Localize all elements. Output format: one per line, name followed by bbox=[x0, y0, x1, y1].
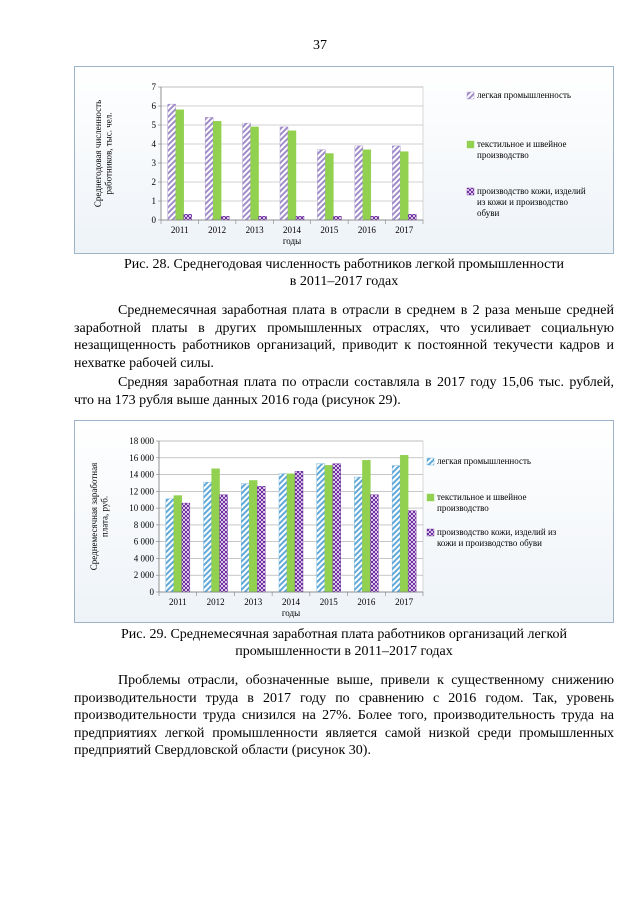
x-tick-label: 2013 bbox=[244, 597, 263, 607]
x-tick-label: 2015 bbox=[320, 225, 339, 235]
bar bbox=[279, 474, 287, 592]
bar bbox=[249, 480, 257, 592]
bar bbox=[166, 499, 174, 592]
legend-label: производство кожи, изделий bbox=[477, 186, 586, 196]
y-tick-label: 10 000 bbox=[129, 503, 154, 514]
figure-28-caption bbox=[74, 256, 614, 290]
legend-label: легкая промышленность bbox=[437, 456, 531, 466]
legend-swatch bbox=[427, 458, 434, 465]
x-tick-label: 2015 bbox=[319, 597, 338, 607]
bar bbox=[204, 482, 212, 592]
y-axis-label-line: работников, тыс. чел. bbox=[103, 112, 114, 195]
y-tick-label: 1 bbox=[151, 196, 156, 206]
x-tick-label: 2012 bbox=[206, 597, 225, 607]
y-tick-label: 14 000 bbox=[129, 469, 154, 480]
figure-28-caption-line-2: в 2011–2017 годах bbox=[289, 274, 399, 289]
chart-salary bbox=[74, 420, 614, 623]
y-tick-label: 18 000 bbox=[129, 436, 154, 446]
y-tick-label: 6 bbox=[151, 101, 156, 111]
figure-29-caption-line-1: Рис. 29. Среднемесячная заработная плата работников организаций легкой bbox=[120, 627, 568, 642]
y-axis-label-line: Среднегодовая численность bbox=[93, 99, 103, 208]
bar bbox=[408, 511, 416, 592]
y-tick-label: 4 000 bbox=[133, 553, 154, 564]
legend-swatch bbox=[467, 92, 474, 99]
bar bbox=[354, 477, 362, 592]
bar bbox=[392, 146, 400, 220]
y-tick-label: 4 bbox=[151, 139, 156, 149]
bar bbox=[288, 131, 296, 220]
legend-label: производство bbox=[437, 503, 489, 513]
bar bbox=[333, 216, 341, 220]
y-axis-label-line: плата, руб. bbox=[99, 495, 110, 538]
y-axis-label bbox=[93, 100, 114, 207]
y-tick-label: 6 000 bbox=[133, 536, 154, 547]
y-tick-label: 7 bbox=[151, 82, 156, 92]
page-number: 37 bbox=[313, 38, 327, 53]
bar bbox=[168, 104, 176, 220]
legend-swatch bbox=[427, 494, 434, 501]
bar bbox=[362, 460, 370, 592]
bar bbox=[325, 465, 333, 592]
bar bbox=[363, 150, 371, 220]
y-axis-label bbox=[89, 463, 110, 570]
x-axis-label: годы bbox=[282, 236, 302, 246]
chart-employees bbox=[74, 66, 614, 254]
figure-28-caption-line-1: Рис. 28. Среднегодовая численность работников легкой промышленности bbox=[124, 257, 564, 272]
y-tick-label: 2 bbox=[151, 177, 156, 187]
bar bbox=[408, 214, 416, 220]
bar bbox=[287, 474, 295, 592]
bar bbox=[241, 484, 249, 592]
x-tick-label: 2017 bbox=[395, 597, 414, 607]
bar bbox=[280, 127, 288, 220]
bar bbox=[174, 496, 182, 592]
bar bbox=[251, 127, 259, 220]
chart-employees-svg bbox=[75, 67, 615, 255]
legend-swatch bbox=[467, 188, 474, 195]
legend-label: из кожи и производство bbox=[477, 197, 568, 207]
bar bbox=[212, 469, 220, 592]
figure-29-caption bbox=[74, 626, 614, 660]
bar bbox=[400, 455, 408, 592]
x-tick-label: 2016 bbox=[357, 597, 376, 607]
bar bbox=[371, 216, 379, 220]
bar bbox=[355, 146, 363, 220]
bar bbox=[325, 154, 333, 221]
legend-swatch bbox=[427, 529, 434, 536]
bar bbox=[370, 495, 378, 592]
bar bbox=[295, 471, 303, 592]
bar bbox=[259, 216, 267, 220]
bar bbox=[243, 123, 251, 220]
x-tick-label: 2017 bbox=[395, 225, 414, 235]
bar bbox=[220, 495, 228, 592]
x-tick-label: 2016 bbox=[357, 225, 376, 235]
paragraph-productivity: Проблемы отрасли, обозначенные выше, привели к существенному снижению производительности труда в 2017 году по сравнению с 2016 годом. Так, уровень производительности труда снизился на 27%. Более того, производительность труда на предприятиях легкой промышленности является самой низкой среди промышленных предприятий Свердловской области (рисунок 30). bbox=[74, 673, 614, 758]
legend-label: производство bbox=[477, 150, 529, 160]
y-tick-label: 0 bbox=[151, 215, 156, 225]
legend-label: обуви bbox=[477, 208, 500, 218]
bar bbox=[184, 214, 192, 220]
x-tick-label: 2014 bbox=[283, 225, 301, 235]
bar bbox=[317, 464, 325, 592]
y-tick-label: 12 000 bbox=[129, 486, 154, 497]
y-tick-label: 0 bbox=[149, 587, 154, 597]
figure-29-caption-line-2: промышленности в 2011–2017 годах bbox=[235, 644, 453, 659]
bar bbox=[213, 121, 221, 220]
y-axis-label-line: Среднемесячная заработная bbox=[89, 462, 99, 571]
legend-label: производство кожи, изделий из bbox=[437, 527, 557, 537]
paragraph-salary-gap: Среднемесячная заработная плата в отрасли в среднем в 2 раза меньше средней заработной платы в других промышленных отраслях, что усиливает социальную незащищенность работников организаций, приводит к постоянной текучести кадров и нехватке рабочей силы. bbox=[74, 303, 614, 371]
legend-label: текстильное и швейное bbox=[437, 492, 527, 502]
x-tick-label: 2011 bbox=[170, 225, 189, 235]
legend-label: легкая промышленность bbox=[477, 90, 571, 100]
chart-salary-svg bbox=[75, 421, 615, 624]
bar bbox=[257, 486, 265, 592]
bar bbox=[400, 152, 408, 220]
legend-swatch bbox=[467, 141, 474, 148]
x-axis-label: годы bbox=[281, 608, 301, 618]
bar bbox=[176, 110, 184, 220]
y-tick-label: 8 000 bbox=[133, 519, 154, 530]
x-tick-label: 2013 bbox=[245, 225, 264, 235]
bar bbox=[392, 466, 400, 592]
y-tick-label: 16 000 bbox=[129, 452, 154, 463]
bar bbox=[296, 216, 304, 220]
x-tick-label: 2011 bbox=[169, 597, 187, 607]
x-tick-label: 2014 bbox=[282, 597, 300, 607]
y-tick-label: 3 bbox=[151, 158, 156, 168]
legend-label: текстильное и швейное bbox=[477, 139, 567, 149]
bar bbox=[221, 216, 229, 220]
bar bbox=[182, 503, 190, 592]
x-tick-label: 2012 bbox=[208, 225, 227, 235]
legend-label: кожи и производство обуви bbox=[437, 538, 542, 548]
paragraph-salary-2017: Средняя заработная плата по отрасли составляла в 2017 году 15,06 тыс. рублей, что на 173 рубля выше данных 2016 года (рисунок 29). bbox=[74, 375, 614, 408]
y-tick-label: 5 bbox=[151, 120, 156, 130]
bar bbox=[317, 150, 325, 220]
y-tick-label: 2 000 bbox=[133, 570, 154, 581]
bar bbox=[333, 464, 341, 592]
bar bbox=[205, 117, 213, 220]
